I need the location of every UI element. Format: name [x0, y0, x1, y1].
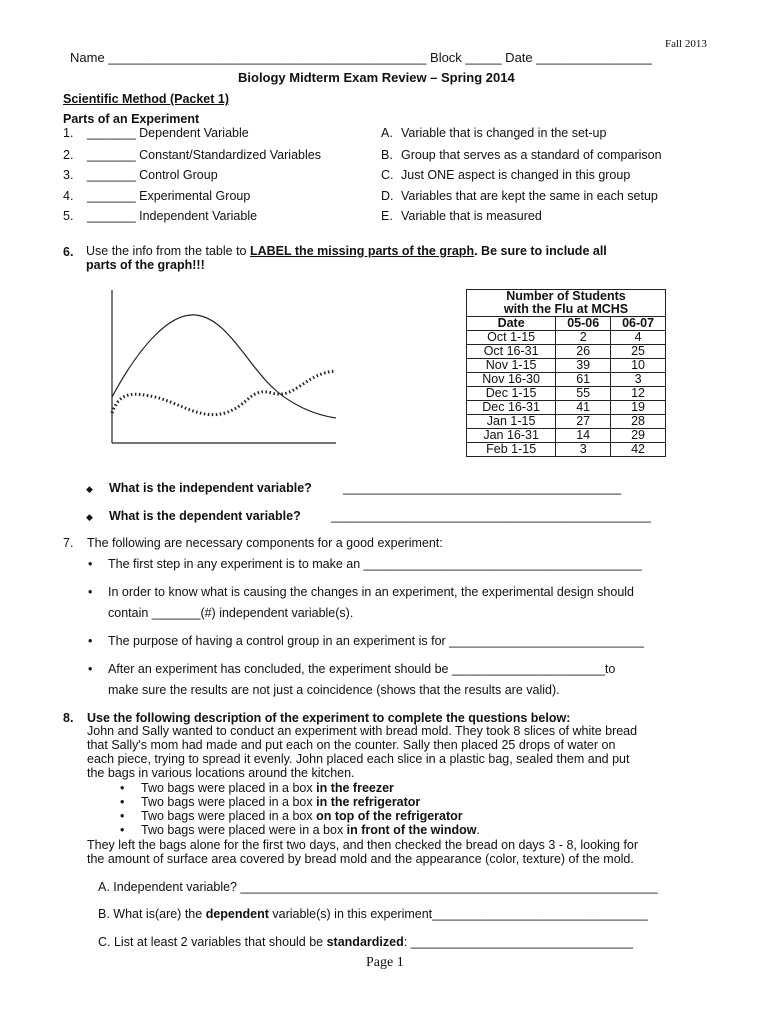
q8-paragraph-line: the bags in various locations around the kitchen.: [87, 766, 355, 780]
page-title: Biology Midterm Exam Review – Spring 2014: [238, 70, 515, 85]
table-row: Jan 16-31 14 29: [467, 429, 666, 443]
table-row: Oct 16-31 26 25: [467, 345, 666, 359]
q7-bullet-2: • In order to know what is causing the changes in an experiment, the experimental design should: [88, 585, 635, 599]
q8-paragraph-line: the amount of surface area covered by bread mold and the appearance (color, texture) of the mold.: [87, 852, 634, 866]
q8-bullet: • Two bags were placed in a box in the refrigerator: [120, 795, 421, 809]
q8-bullet: • Two bags were placed in a box on top of the refrigerator: [120, 809, 463, 823]
table-header: 05-06: [556, 317, 611, 331]
definition-item: C. Just ONE aspect is changed in this group: [381, 168, 631, 182]
definition-item: B. Group that serves as a standard of comparison: [381, 148, 662, 162]
table-row: Oct 1-15 2 4: [467, 331, 666, 345]
bullet-icon: •: [120, 795, 125, 809]
diamond-bullet-icon: ◆: [86, 512, 93, 522]
matching-item: 4. _______ Experimental Group: [63, 189, 251, 203]
table-header: Date: [467, 317, 556, 331]
bullet-icon: •: [88, 662, 93, 676]
bullet-icon: •: [88, 585, 93, 599]
q6-prompt-line2: parts of the graph!!!: [86, 258, 205, 272]
table-row: Nov 1-15 39 10: [467, 359, 666, 373]
table-title: Number of Students: [467, 290, 666, 304]
bullet-icon: •: [120, 809, 125, 823]
q7-intro: 7. The following are necessary components for a good experiment:: [63, 536, 443, 550]
solid-curve: [112, 315, 336, 418]
q7-bullet-4-cont: make sure the results are not just a coincidence (shows that the results are valid).: [108, 683, 560, 697]
bullet-icon: •: [120, 823, 125, 837]
q8-paragraph-line: that Sally's mom had made and put each on the counter. Sally then placed 25 drops of water on: [87, 738, 616, 752]
table-row: Jan 1-15 27 28: [467, 415, 666, 429]
table-row: Dec 1-15 55 12: [467, 387, 666, 401]
matching-item: 3. _______ Control Group: [63, 168, 218, 182]
table-row: Nov 16-30 61 3: [467, 373, 666, 387]
definition-item: A. Variable that is changed in the set-up: [381, 126, 607, 140]
q6-independent-blank[interactable]: ________________________________________: [343, 481, 622, 495]
q8-bullet: • Two bags were placed in a box in the freezer: [120, 781, 394, 795]
name-block-date-line: Name ____________________________________________ Block _____ Date ________________: [70, 50, 652, 65]
table-title-line2: with the Flu at MCHS: [467, 303, 666, 317]
definition-item: D. Variables that are kept the same in each setup: [381, 189, 658, 203]
matching-item: 5. _______ Independent Variable: [63, 209, 258, 223]
table-header: 06-07: [611, 317, 666, 331]
q6-dependent-blank[interactable]: ______________________________________________: [331, 509, 651, 523]
q6-prompt: Use the info from the table to LABEL the missing parts of the graph. Be sure to include all: [86, 244, 607, 258]
q8-question-c[interactable]: C. List at least 2 variables that should be standardized: ________________________________: [98, 935, 634, 949]
q7-bullet-2-cont: contain _______(#) independent variable(s).: [108, 606, 354, 620]
bullet-icon: •: [88, 557, 93, 571]
q7-bullet-4: • After an experiment has concluded, the experiment should be ______________________to: [88, 662, 616, 676]
q6-number: 6.: [63, 245, 74, 259]
q6-independent-question: ◆ What is the independent variable?: [86, 481, 312, 495]
bullet-icon: •: [120, 781, 125, 795]
term-label: Fall 2013: [665, 38, 707, 50]
q8-question-a[interactable]: A. Independent variable? ____________________________________________________________: [98, 880, 658, 894]
table-row: Feb 1-15 3 42: [467, 443, 666, 457]
q8-paragraph-line: They left the bags alone for the first two days, and then checked the bread on days 3 - 8, looking for: [87, 838, 639, 852]
definition-item: E. Variable that is measured: [381, 209, 542, 223]
flu-data-table: [466, 289, 666, 457]
q8-question-b[interactable]: B. What is(are) the dependent variable(s) in this experiment_______________________________: [98, 907, 648, 921]
matching-item: 1. _______ Dependent Variable: [63, 126, 249, 140]
unlabeled-graph: [100, 285, 350, 450]
q8-heading: 8. Use the following description of the experiment to complete the questions below:: [63, 711, 571, 725]
q6-dependent-question: ◆ What is the dependent variable?: [86, 509, 301, 523]
diamond-bullet-icon: ◆: [86, 484, 93, 494]
section-title: Scientific Method (Packet 1): [63, 92, 230, 106]
bullet-icon: •: [88, 634, 93, 648]
q8-paragraph-line: each piece, trying to spread it evenly. John placed each slice in a plastic bag, sealed them and put: [87, 752, 630, 766]
q8-bullet: • Two bags were placed were in a box in front of the window.: [120, 823, 480, 837]
section-subtitle: Parts of an Experiment: [63, 112, 200, 126]
q7-bullet-1: • The first step in any experiment is to make an ________________________________________: [88, 557, 642, 571]
page-number: Page 1: [366, 955, 404, 970]
matching-item: 2. _______ Constant/Standardized Variables: [63, 148, 321, 162]
q7-bullet-3: • The purpose of having a control group in an experiment is for ____________________________: [88, 634, 644, 648]
q8-paragraph-line: John and Sally wanted to conduct an experiment with bread mold. They took 8 slices of white bread: [87, 724, 638, 738]
table-row: Dec 16-31 41 19: [467, 401, 666, 415]
